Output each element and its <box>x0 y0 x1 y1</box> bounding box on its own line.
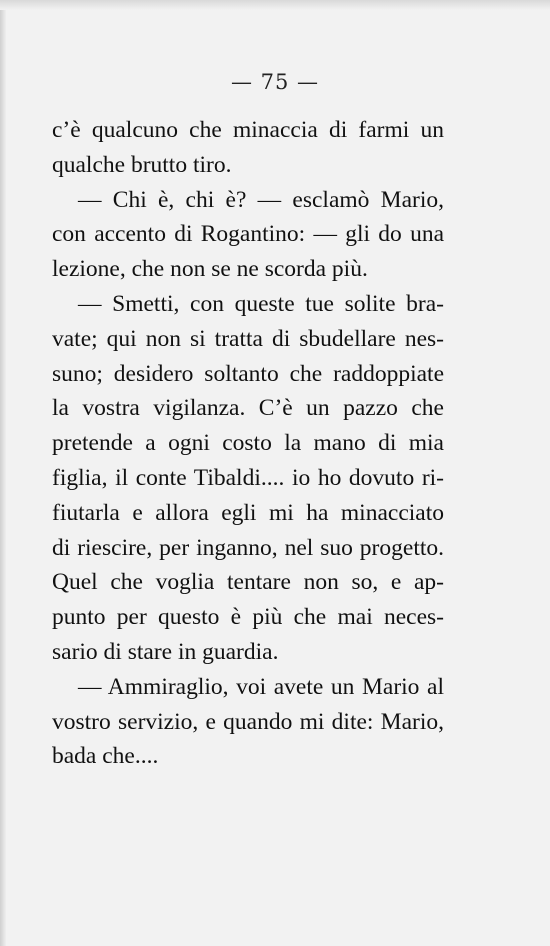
text-line: suno; desidero soltanto che raddoppiate <box>52 360 444 387</box>
text-line: — Smetti, con queste tue solite bra- <box>78 290 444 317</box>
text-line: vate; qui non si tratta di sbudellare nes- <box>52 325 444 352</box>
text-line: figlia, il conte Tibaldi.... io ho dovuto ri- <box>52 464 444 491</box>
text-line: sario di stare in guardia. <box>52 638 279 665</box>
text-line: bada che.... <box>52 743 159 770</box>
text-line: con accento di Rogantino: — gli do una <box>52 221 444 248</box>
text-line: Quel che voglia tentare non so, e ap- <box>52 569 444 596</box>
text-line: c’è qualcuno che minaccia di farmi un <box>52 117 444 143</box>
page-top-shadow <box>0 0 550 10</box>
text-line: qualche brutto tiro. <box>52 151 232 178</box>
text-line: — Chi è, chi è? — esclamò Mario, <box>78 186 444 213</box>
text-line: pretende a ogni costo la mano di mia <box>52 430 444 457</box>
body-text <box>52 113 444 774</box>
text-line: di riescire, per inganno, nel suo progetto. <box>52 534 444 561</box>
text-line: fiutarla e allora egli mi ha minacciato <box>52 499 444 526</box>
text-line: punto per questo è più che mai neces- <box>52 604 444 631</box>
text-line: — Ammiraglio, voi avete un Mario al <box>78 673 444 700</box>
page-number: — 75 — <box>230 70 320 94</box>
text-line: lezione, che non se ne scorda più. <box>52 256 368 283</box>
text-line: la vostra vigilanza. C’è un pazzo che <box>52 395 444 422</box>
text-line: vostro servizio, e quando mi dite: Mario, <box>52 708 444 735</box>
page-edge-shadow <box>0 0 6 946</box>
